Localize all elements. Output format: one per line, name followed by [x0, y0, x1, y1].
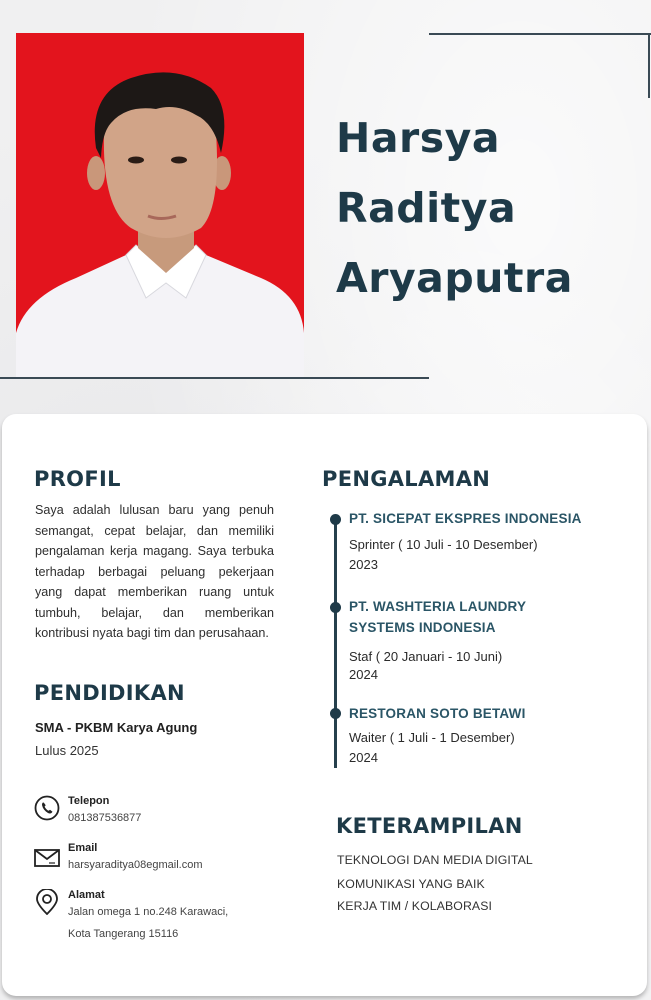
job-company-line: PT. SICEPAT EKSPRES INDONESIA: [349, 511, 582, 526]
job-company-line: SYSTEMS INDONESIA: [349, 620, 496, 635]
email-value[interactable]: harsyaraditya08egmail.com: [68, 859, 203, 871]
phone-icon: [34, 795, 60, 821]
name-line-last: Aryaputra: [336, 254, 573, 302]
timeline-dot: [330, 514, 341, 525]
job-company-line: PT. WASHTERIA LAUNDRY: [349, 599, 527, 614]
job-year: 2024: [349, 667, 378, 682]
name-line-middle: Raditya: [336, 184, 517, 232]
address-line-2: Kota Tangerang 15116: [68, 928, 179, 940]
timeline-dot: [330, 708, 341, 719]
section-title-pengalaman: PENGALAMAN: [322, 467, 491, 491]
address-label: Alamat: [68, 889, 105, 901]
decorative-line-under-photo: [0, 377, 429, 379]
decorative-line-top-vertical: [648, 33, 650, 98]
education-year: Lulus 2025: [35, 743, 99, 758]
candidate-name: [336, 103, 573, 313]
section-title-pendidikan: PENDIDIKAN: [34, 681, 185, 705]
job-role: Waiter ( 1 Juli - 1 Desember): [349, 730, 515, 745]
skill-item: TEKNOLOGI DAN MEDIA DIGITAL: [337, 853, 533, 867]
skill-item: KERJA TIM / KOLABORASI: [337, 899, 493, 913]
section-title-profil: PROFIL: [34, 467, 121, 491]
job-role: Sprinter ( 10 Juli - 10 Desember): [349, 537, 538, 552]
phone-value[interactable]: 081387536877: [68, 812, 142, 824]
job-company: [349, 508, 582, 529]
envelope-icon: [34, 845, 60, 871]
job-role: Staf ( 20 Januari - 10 Juni): [349, 649, 503, 664]
education-school: SMA - PKBM Karya Agung: [35, 720, 198, 735]
map-pin-icon: [34, 889, 60, 915]
email-label: Email: [68, 842, 98, 854]
address-line-1: Jalan omega 1 no.248 Karawaci,: [68, 906, 229, 918]
phone-label: Telepon: [68, 795, 110, 807]
decorative-line-top: [429, 33, 651, 35]
job-company-line: RESTORAN SOTO BETAWI: [349, 706, 526, 721]
profil-text: Saya adalah lulusan baru yang penuh semangat, cepat belajar, dan memiliki pengalaman kerja magang. Saya terbuka terhadap berbagai peluang pekerjaan yang dapat memberikan ruang untuk tumbuh, belajar, dan memberikan kontribusi nyata bagi tim dan perusahaan.: [35, 503, 274, 640]
section-title-keterampilan: KETERAMPILAN: [336, 814, 523, 838]
profile-photo: [16, 33, 304, 378]
job-company: [349, 703, 526, 724]
job-company: [349, 596, 526, 638]
person-portrait-icon: [16, 33, 304, 378]
name-line-first: Harsya: [336, 114, 500, 162]
skill-item: KOMUNIKASI YANG BAIK: [337, 877, 485, 891]
timeline-line: [334, 515, 337, 768]
job-year: 2024: [349, 750, 378, 765]
timeline-dot: [330, 602, 341, 613]
job-year: 2023: [349, 557, 378, 572]
